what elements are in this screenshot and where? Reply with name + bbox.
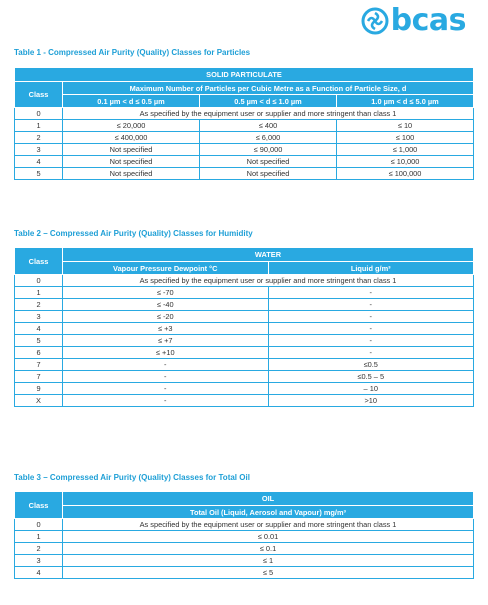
humidity-col-header: Liquid g/m³ — [268, 262, 474, 275]
value-cell: Not specified — [200, 156, 337, 168]
class-cell: 0 — [15, 108, 63, 120]
humidity-group-header: WATER — [63, 248, 474, 262]
value-cell: ≤ 400,000 — [63, 132, 200, 144]
table-row — [15, 531, 474, 543]
class-cell: 1 — [15, 531, 63, 543]
table-row — [15, 519, 474, 531]
class0-description: As specified by the equipment user or supplier and more stringent than class 1 — [63, 108, 474, 120]
value-cell: - — [63, 395, 269, 407]
value-cell: ≤ 1 — [63, 555, 474, 567]
class-cell: X — [15, 395, 63, 407]
value-cell: ≤ +3 — [63, 323, 269, 335]
class-cell: 2 — [15, 299, 63, 311]
value-cell: ≤ +10 — [63, 347, 269, 359]
table-row — [15, 287, 474, 299]
class0-description: As specified by the equipment user or supplier and more stringent than class 1 — [63, 275, 474, 287]
table-row — [15, 543, 474, 555]
class-cell: 4 — [15, 567, 63, 579]
class-cell: 1 — [15, 120, 63, 132]
value-cell: - — [268, 323, 474, 335]
value-cell: - — [268, 299, 474, 311]
value-cell: ≤0.5 – 5 — [268, 371, 474, 383]
value-cell: - — [268, 287, 474, 299]
class-cell: 0 — [15, 275, 63, 287]
value-cell: - — [63, 383, 269, 395]
class-cell: 4 — [15, 323, 63, 335]
particles-class-header: Class — [15, 82, 63, 108]
value-cell: ≤ 10 — [337, 120, 474, 132]
value-cell: ≤ 100,000 — [337, 168, 474, 180]
class-cell: 2 — [15, 132, 63, 144]
value-cell: ≤ +7 — [63, 335, 269, 347]
bcas-logo — [361, 3, 466, 38]
value-cell: - — [63, 359, 269, 371]
class-cell: 6 — [15, 347, 63, 359]
table-row — [15, 311, 474, 323]
value-cell: ≤ 0.1 — [63, 543, 474, 555]
table-row — [15, 144, 474, 156]
value-cell: ≤ 5 — [63, 567, 474, 579]
value-cell: ≤ 10,000 — [337, 156, 474, 168]
table-row — [15, 108, 474, 120]
value-cell: Not specified — [63, 144, 200, 156]
class-cell: 5 — [15, 168, 63, 180]
oil-subheader: Total Oil (Liquid, Aerosol and Vapour) mg/m³ — [63, 506, 474, 519]
class-cell: 0 — [15, 519, 63, 531]
value-cell: ≤ 1,000 — [337, 144, 474, 156]
particles-table — [14, 67, 474, 180]
oil-table — [14, 491, 474, 579]
class-cell: 1 — [15, 287, 63, 299]
class-cell: 3 — [15, 144, 63, 156]
oil-class-header: Class — [15, 492, 63, 519]
table3-caption: Table 3 – Compressed Air Purity (Quality) Classes for Total Oil — [14, 473, 250, 482]
value-cell: ≤ -40 — [63, 299, 269, 311]
class-cell: 2 — [15, 543, 63, 555]
value-cell: ≤ 20,000 — [63, 120, 200, 132]
table-row — [15, 555, 474, 567]
table-row — [15, 323, 474, 335]
table-row — [15, 347, 474, 359]
value-cell: - — [268, 335, 474, 347]
value-cell: - — [268, 311, 474, 323]
class-cell: 7 — [15, 359, 63, 371]
value-cell: – 10 — [268, 383, 474, 395]
logo-text: bcas — [390, 3, 466, 38]
particles-col-header: 0.5 µm < d ≤ 1.0 µm — [200, 95, 337, 108]
table-row — [15, 371, 474, 383]
value-cell: ≤ 400 — [200, 120, 337, 132]
class-cell: 7 — [15, 371, 63, 383]
value-cell: Not specified — [63, 168, 200, 180]
table-row — [15, 275, 474, 287]
table-row — [15, 383, 474, 395]
particles-col-header: 1.0 µm < d ≤ 5.0 µm — [337, 95, 474, 108]
value-cell: ≤0.5 — [268, 359, 474, 371]
particles-group-header: SOLID PARTICULATE — [15, 68, 474, 82]
table-row — [15, 395, 474, 407]
class0-description: As specified by the equipment user or supplier and more stringent than class 1 — [63, 519, 474, 531]
value-cell: ≤ 100 — [337, 132, 474, 144]
table-row — [15, 299, 474, 311]
class-cell: 9 — [15, 383, 63, 395]
class-cell: 5 — [15, 335, 63, 347]
class-cell: 3 — [15, 311, 63, 323]
oil-group-header: OIL — [63, 492, 474, 506]
value-cell: ≤ -20 — [63, 311, 269, 323]
table-row — [15, 168, 474, 180]
value-cell: - — [268, 347, 474, 359]
table-row — [15, 335, 474, 347]
humidity-col-header: Vapour Pressure Dewpoint °C — [63, 262, 269, 275]
bcas-logo-icon — [361, 7, 389, 35]
table-row — [15, 120, 474, 132]
humidity-table — [14, 247, 474, 407]
class-cell: 3 — [15, 555, 63, 567]
table2-caption: Table 2 – Compressed Air Purity (Quality) Classes for Humidity — [14, 229, 253, 238]
value-cell: Not specified — [63, 156, 200, 168]
table-row — [15, 156, 474, 168]
table-row — [15, 132, 474, 144]
table-row — [15, 567, 474, 579]
value-cell: ≤ 6,000 — [200, 132, 337, 144]
value-cell: ≤ 90,000 — [200, 144, 337, 156]
value-cell: ≤ 0.01 — [63, 531, 474, 543]
table-row — [15, 359, 474, 371]
value-cell: - — [63, 371, 269, 383]
class-cell: 4 — [15, 156, 63, 168]
humidity-class-header: Class — [15, 248, 63, 275]
value-cell: ≤ -70 — [63, 287, 269, 299]
particles-subheader: Maximum Number of Particles per Cubic Metre as a Function of Particle Size, d — [63, 82, 474, 95]
particles-col-header: 0.1 µm < d ≤ 0.5 µm — [63, 95, 200, 108]
table1-caption: Table 1 - Compressed Air Purity (Quality) Classes for Particles — [14, 48, 251, 57]
value-cell: >10 — [268, 395, 474, 407]
value-cell: Not specified — [200, 168, 337, 180]
